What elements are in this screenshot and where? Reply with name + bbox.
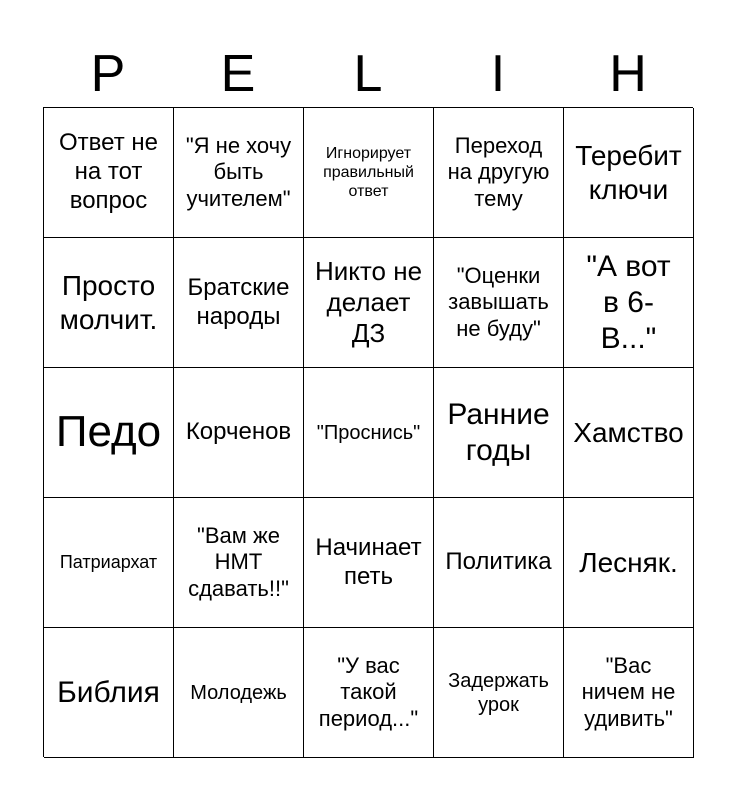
cell-text: "Я не хочу быть учителем"	[185, 132, 292, 211]
cell-text: Никто не делает ДЗ	[314, 255, 423, 349]
bingo-cell[interactable]	[44, 498, 174, 628]
cell-text: Ответ не на тот вопрос	[59, 129, 158, 214]
cell-text: Политика	[445, 548, 552, 576]
cell-text: Игнорирует правильный ответ	[323, 144, 414, 201]
bingo-cell[interactable]	[564, 628, 694, 758]
cell-text: "У вас такой период..."	[318, 652, 419, 731]
bingo-cell[interactable]	[564, 108, 694, 238]
bingo-cell[interactable]	[434, 238, 564, 368]
bingo-header	[43, 40, 693, 108]
cell-text: Теребит ключи	[575, 139, 682, 205]
bingo-cell[interactable]	[44, 108, 174, 238]
bingo-cell[interactable]	[174, 628, 304, 758]
bingo-grid	[43, 107, 693, 757]
cell-text: Библия	[57, 675, 160, 709]
cell-text: Переход на другую тему	[447, 132, 550, 211]
cell-text: Лесняк.	[579, 546, 678, 578]
cell-text: "Проснись"	[316, 421, 421, 444]
bingo-cell[interactable]	[434, 628, 564, 758]
cell-text: "Вам же НМТ сдавать!!"	[188, 522, 289, 601]
cell-text: Начинает петь	[315, 533, 422, 590]
bingo-cell[interactable]	[174, 368, 304, 498]
cell-text: Молодежь	[190, 681, 287, 704]
bingo-cell[interactable]	[564, 498, 694, 628]
bingo-cell[interactable]	[304, 368, 434, 498]
cell-text: Педо	[55, 407, 162, 457]
bingo-cell[interactable]	[564, 238, 694, 368]
cell-text: Патриархат	[59, 551, 158, 572]
cell-text: Ранние годы	[447, 397, 550, 467]
cell-text: Просто молчит.	[59, 269, 158, 335]
bingo-cell[interactable]	[304, 238, 434, 368]
bingo-cell[interactable]	[44, 368, 174, 498]
bingo-cell[interactable]	[434, 368, 564, 498]
cell-text: Корченов	[185, 418, 292, 446]
bingo-cell[interactable]	[174, 108, 304, 238]
header-letter-e: E	[220, 45, 256, 103]
bingo-cell[interactable]	[304, 628, 434, 758]
header-letter-l: L	[353, 45, 383, 103]
bingo-cell[interactable]	[304, 108, 434, 238]
header-letter-h: H	[609, 45, 647, 103]
header-letter-i: I	[490, 45, 506, 103]
bingo-cell[interactable]	[434, 108, 564, 238]
cell-text: Братские народы	[187, 273, 290, 330]
cell-text: "Оценки завышать не буду"	[448, 262, 549, 341]
header-letter-p: P	[90, 45, 126, 103]
bingo-cell[interactable]	[174, 498, 304, 628]
cell-text: Хамство	[573, 416, 684, 448]
bingo-cell[interactable]	[44, 238, 174, 368]
bingo-cell[interactable]	[434, 498, 564, 628]
bingo-cell[interactable]	[564, 368, 694, 498]
bingo-cell[interactable]	[304, 498, 434, 628]
bingo-cell[interactable]	[44, 628, 174, 758]
cell-text: "А вот в 6- В..."	[586, 249, 671, 355]
cell-text: Задержать урок	[448, 669, 549, 716]
bingo-cell[interactable]	[174, 238, 304, 368]
cell-text: "Вас ничем не удивить"	[581, 652, 676, 731]
